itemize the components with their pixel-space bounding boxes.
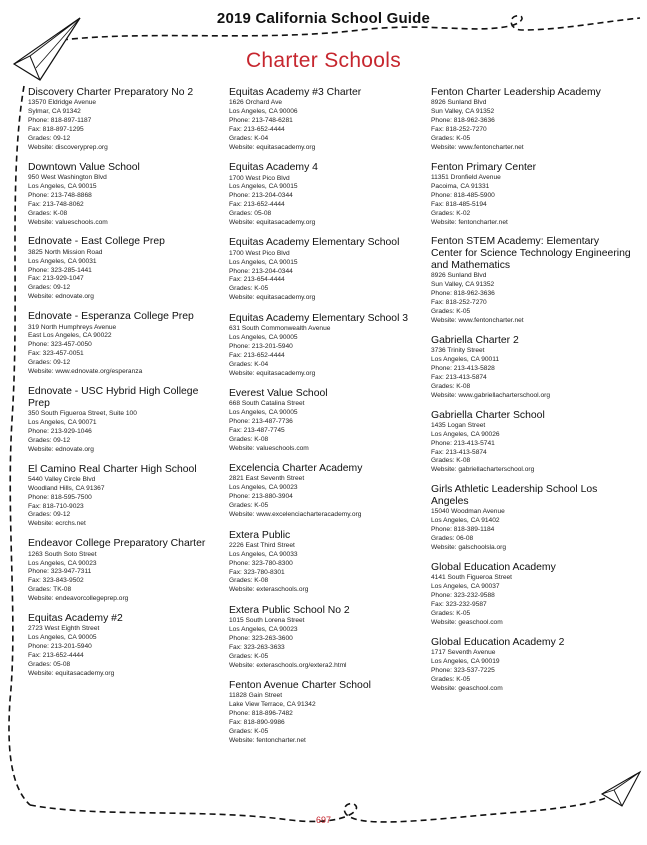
school-entry <box>28 464 220 530</box>
address-line: 15040 Woodman Avenue <box>431 508 505 516</box>
fax-line: Fax: 818-485-5194 <box>431 200 487 208</box>
phone-line: Phone: 323-285-1441 <box>28 266 92 274</box>
address-line: 8926 Sunland Blvd <box>431 272 487 280</box>
listing-column-2 <box>229 87 424 755</box>
address-line: 1263 South Soto Street <box>28 550 97 558</box>
school-name: Fenton Primary Center <box>431 161 537 173</box>
address-line: 1626 Orchard Ave <box>229 99 283 107</box>
address-line: 350 South Figueroa Street, Suite 100 <box>28 410 137 418</box>
school-name: Equitas Academy Elementary School <box>229 237 400 249</box>
fax-line: Fax: 213-652-4444 <box>28 652 84 660</box>
fax-line: Fax: 818-710-9023 <box>28 502 84 510</box>
website-line: Website: valueschools.com <box>28 218 108 226</box>
listing-column-3 <box>431 87 631 702</box>
website-line: Website: equitasacademy.org <box>28 669 115 677</box>
phone-line: Phone: 323-780-8300 <box>229 559 293 567</box>
grades-line: Grades: K-04 <box>229 360 269 368</box>
school-entry <box>431 410 631 476</box>
school-name: El Camino Real Charter High School <box>28 463 197 475</box>
website-line: Website: equitasacademy.org <box>229 369 316 377</box>
website-line: Website: gabriellacharterschool.org <box>431 466 535 474</box>
address-line: Los Angeles, CA 90005 <box>229 409 298 417</box>
address-line: 4141 South Figueroa Street <box>431 574 513 582</box>
phone-line: Phone: 323-537-7225 <box>431 666 495 674</box>
address-line: Los Angeles, CA 90023 <box>229 484 298 492</box>
address-line: Los Angeles, CA 91402 <box>431 517 500 525</box>
fax-line: Fax: 213-654-4444 <box>229 276 285 284</box>
phone-line: Phone: 213-929-1046 <box>28 427 92 435</box>
school-name: Girls Athletic Leadership School Los Angeles <box>431 484 598 508</box>
website-line: Website: valueschools.com <box>229 444 309 452</box>
school-name: Downtown Value School <box>28 161 140 173</box>
section-title: Charter Schools <box>245 49 402 72</box>
grades-line: Grades: K-08 <box>431 382 471 390</box>
grades-line: Grades: 09-12 <box>28 284 71 292</box>
address-line: 950 West Washington Blvd <box>28 174 107 182</box>
address-line: Sun Valley, CA 91352 <box>431 108 495 116</box>
phone-line: Phone: 213-204-0344 <box>229 267 293 275</box>
fax-line: Fax: 818-890-9986 <box>229 718 285 726</box>
grades-line: Grades: 09-12 <box>28 359 71 367</box>
address-line: 1700 West Pico Blvd <box>229 174 290 182</box>
fax-line: Fax: 213-652-4444 <box>229 201 285 209</box>
school-entry <box>229 237 424 303</box>
phone-line: Phone: 818-389-1184 <box>431 526 495 534</box>
school-entry <box>229 388 424 454</box>
website-line: Website: galschoolsla.org <box>431 543 507 551</box>
website-line: Website: www.fentoncharter.net <box>431 316 524 324</box>
website-line: Website: geaschool.com <box>431 684 503 692</box>
fax-line: Fax: 323-457-0051 <box>28 350 84 358</box>
phone-line: Phone: 213-880-3904 <box>229 493 293 501</box>
fax-line: Fax: 213-487-7745 <box>229 426 285 434</box>
website-line: Website: ednovate.org <box>28 445 94 453</box>
fax-line: Fax: 213-652-4444 <box>229 126 285 134</box>
grades-line: Grades: 09-12 <box>28 511 71 519</box>
phone-line: Phone: 323-263-3600 <box>229 634 293 642</box>
school-name: Equitas Academy 4 <box>229 162 318 174</box>
grades-line: Grades: 09-12 <box>28 436 71 444</box>
address-line: 8926 Sunland Blvd <box>431 99 487 107</box>
phone-line: Phone: 323-232-9588 <box>431 592 495 599</box>
phone-line: Phone: 818-485-5900 <box>431 191 495 199</box>
fax-line: Fax: 213-413-5874 <box>431 448 487 456</box>
page-number: 697 <box>315 815 332 825</box>
address-line: 1700 West Pico Blvd <box>229 249 290 257</box>
address-line: Los Angeles, CA 90023 <box>28 559 97 567</box>
fax-line: Fax: 818-252-7270 <box>431 299 487 307</box>
school-entry <box>229 530 424 596</box>
address-line: Los Angeles, CA 90031 <box>28 257 97 265</box>
grades-line: Grades: TK-08 <box>28 586 72 594</box>
phone-line: Phone: 213-201-5940 <box>28 643 92 651</box>
school-name: Everest Value School <box>229 387 328 399</box>
school-name: Ednovate - Esperanza College Prep <box>28 311 194 323</box>
school-entry <box>28 386 220 455</box>
address-line: Los Angeles, CA 90006 <box>229 108 298 116</box>
grades-line: Grades: 05-08 <box>28 660 71 668</box>
school-name: Equitas Academy #2 <box>28 613 123 625</box>
left-dashed-path <box>9 86 30 805</box>
address-line: Los Angeles, CA 90026 <box>431 430 500 438</box>
fax-line: Fax: 818-252-7270 <box>431 126 487 134</box>
website-line: Website: fentoncharter.net <box>431 218 508 226</box>
grades-line: Grades: K-05 <box>431 134 471 142</box>
school-name: Extera Public School No 2 <box>229 604 350 616</box>
fax-line: Fax: 213-748-8062 <box>28 200 84 208</box>
address-line: Los Angeles, CA 90015 <box>229 258 298 266</box>
website-line: Website: discoveryprep.org <box>28 143 108 151</box>
phone-line: Phone: 323-947-7311 <box>28 568 92 576</box>
address-line: Los Angeles, CA 90005 <box>28 634 97 642</box>
phone-line: Phone: 213-413-5828 <box>431 364 495 372</box>
paper-airplane-icon-bottom <box>602 772 640 806</box>
website-line: Website: www.ednovate.org/esperanza <box>28 368 143 376</box>
address-line: 11828 Gain Street <box>229 692 283 700</box>
grades-line: Grades: K-08 <box>28 209 68 217</box>
school-entry <box>229 463 424 520</box>
school-entry <box>28 311 220 377</box>
fax-line: Fax: 323-232-9587 <box>431 600 487 608</box>
address-line: 2821 East Seventh Street <box>229 475 305 483</box>
school-entry <box>28 162 220 228</box>
grades-line: Grades: K-05 <box>431 609 471 617</box>
phone-line: Phone: 213-201-5940 <box>229 342 293 350</box>
school-entry <box>229 87 424 153</box>
school-entry <box>431 562 631 628</box>
school-entry <box>431 87 631 153</box>
guide-title: 2019 California School Guide <box>216 10 431 27</box>
grades-line: Grades: 05-08 <box>229 210 272 218</box>
website-line: Website: ecrchs.net <box>28 520 86 528</box>
phone-line: Phone: 323-457-0050 <box>28 341 92 349</box>
address-line: 1015 South Lorena Street <box>229 617 305 625</box>
phone-line: Phone: 818-962-3636 <box>431 117 495 125</box>
website-line: Website: equitasacademy.org <box>229 294 316 302</box>
school-name: Global Education Academy <box>431 561 556 573</box>
address-line: 668 South Catalina Street <box>229 400 305 408</box>
school-name: Gabriella Charter 2 <box>431 334 519 346</box>
address-line: 2226 East Third Street <box>229 541 295 549</box>
address-line: East Los Angeles, CA 90022 <box>28 332 112 340</box>
fax-line: Fax: 323-263-3633 <box>229 643 285 651</box>
fax-line: Fax: 213-929-1047 <box>28 275 84 283</box>
grades-line: Grades: K-05 <box>229 652 269 660</box>
grades-line: Grades: K-08 <box>431 457 471 465</box>
school-entry <box>28 87 220 153</box>
address-line: Los Angeles, CA 90005 <box>229 333 298 341</box>
grades-line: Grades: K-05 <box>229 285 269 293</box>
address-line: Sun Valley, CA 91352 <box>431 281 495 289</box>
school-entry <box>229 680 424 746</box>
grades-line: Grades: K-05 <box>431 307 471 315</box>
website-line: Website: www.excelenciacharteracademy.org <box>229 511 362 519</box>
phone-line: Phone: 213-487-7736 <box>229 418 293 426</box>
school-name: Ednovate - East College Prep <box>28 236 165 248</box>
address-line: 1717 Seventh Avenue <box>431 648 496 656</box>
fax-line: Fax: 323-843-9502 <box>28 577 84 585</box>
address-line: 5440 Valley Circle Blvd <box>28 475 96 483</box>
school-entry <box>229 605 424 671</box>
school-name: Fenton Avenue Charter School <box>229 679 371 691</box>
address-line: 1435 Logan Street <box>431 421 486 429</box>
phone-line: Phone: 818-897-1187 <box>28 117 92 125</box>
school-entry <box>28 613 220 679</box>
school-entry <box>431 637 631 694</box>
website-line: Website: geaschool.com <box>431 618 503 626</box>
website-line: Website: equitasacademy.org <box>229 219 316 227</box>
address-line: Pacoima, CA 91331 <box>431 182 490 190</box>
address-line: 319 North Humphreys Avenue <box>28 323 117 331</box>
school-entry <box>431 162 631 228</box>
school-name: Equitas Academy Elementary School 3 <box>229 312 409 324</box>
address-line: Los Angeles, CA 90015 <box>229 183 298 191</box>
grades-line: Grades: K-02 <box>431 209 471 217</box>
school-name: Endeavor College Preparatory Charter <box>28 538 206 550</box>
address-line: 3736 Trinity Street <box>431 347 485 355</box>
grades-line: Grades: K-05 <box>431 675 471 683</box>
school-entry <box>431 484 631 553</box>
website-line: Website: www.gabriellacharterschool.org <box>431 391 550 399</box>
address-line: Los Angeles, CA 90033 <box>229 550 298 558</box>
phone-line: Phone: 213-748-8868 <box>28 191 92 199</box>
phone-line: Phone: 213-413-5741 <box>431 439 495 447</box>
website-line: Website: equitasacademy.org <box>229 143 316 151</box>
grades-line: Grades: 09-12 <box>28 134 71 142</box>
address-line: 13570 Eldridge Avenue <box>28 99 97 107</box>
address-line: Los Angeles, CA 90019 <box>431 657 500 665</box>
school-entry <box>28 538 220 604</box>
grades-line: Grades: K-08 <box>229 577 269 585</box>
school-entry <box>431 335 631 401</box>
grades-line: Grades: K-05 <box>229 727 269 735</box>
address-line: Los Angeles, CA 90015 <box>28 182 97 190</box>
listing-column-1 <box>28 87 220 688</box>
fax-line: Fax: 323-780-8301 <box>229 568 285 576</box>
school-name: Excelencia Charter Academy <box>229 463 363 475</box>
school-name: Fenton STEM Academy: Elementary Center for Science Technology Engineering and Mathematics <box>431 236 631 272</box>
address-line: 631 South Commonwealth Avenue <box>229 325 331 332</box>
phone-line: Phone: 818-595-7500 <box>28 493 92 501</box>
school-name: Fenton Charter Leadership Academy <box>431 87 601 98</box>
website-line: Website: ednovate.org <box>28 293 94 301</box>
website-line: Website: exteraschools.org <box>229 586 309 594</box>
website-line: Website: www.fentoncharter.net <box>431 143 524 151</box>
grades-line: Grades: K-08 <box>229 435 269 443</box>
fax-line: Fax: 818-897-1295 <box>28 126 84 134</box>
website-line: Website: fentoncharter.net <box>229 736 306 744</box>
address-line: 3825 North Mission Road <box>28 248 103 256</box>
address-line: 11351 Dronfield Avenue <box>431 174 501 182</box>
address-line: Lake View Terrace, CA 91342 <box>229 701 316 709</box>
address-line: Sylmar, CA 91342 <box>28 108 81 116</box>
school-name: Ednovate - USC Hybrid High College Prep <box>28 385 199 409</box>
school-name: Global Education Academy 2 <box>431 636 565 648</box>
phone-line: Phone: 213-748-6281 <box>229 117 293 125</box>
fax-line: Fax: 213-413-5874 <box>431 373 487 381</box>
website-line: Website: endeavorcollegeprep.org <box>28 595 129 603</box>
fax-line: Fax: 213-652-4444 <box>229 351 285 359</box>
address-line: 2723 West Eighth Street <box>28 625 100 633</box>
address-line: Los Angeles, CA 90037 <box>431 583 500 591</box>
school-name: Equitas Academy #3 Charter <box>229 87 362 98</box>
phone-line: Phone: 213-204-0344 <box>229 192 293 200</box>
grades-line: Grades: K-04 <box>229 134 269 142</box>
address-line: Los Angeles, CA 90071 <box>28 418 97 426</box>
phone-line: Phone: 818-962-3636 <box>431 290 495 298</box>
school-name: Discovery Charter Preparatory No 2 <box>28 87 194 98</box>
school-name: Gabriella Charter School <box>431 409 545 421</box>
address-line: Woodland Hills, CA 91367 <box>28 484 105 492</box>
school-entry <box>229 162 424 228</box>
grades-line: Grades: K-05 <box>229 502 269 510</box>
school-name: Extera Public <box>229 529 291 541</box>
address-line: Los Angeles, CA 90011 <box>431 356 500 363</box>
school-entry <box>28 236 220 302</box>
website-line: Website: exteraschools.org/extera2.html <box>229 661 347 669</box>
address-line: Los Angeles, CA 90023 <box>229 625 298 633</box>
school-entry <box>431 236 631 325</box>
school-entry <box>229 313 424 379</box>
phone-line: Phone: 818-896-7482 <box>229 710 293 718</box>
grades-line: Grades: 06-08 <box>431 535 474 543</box>
